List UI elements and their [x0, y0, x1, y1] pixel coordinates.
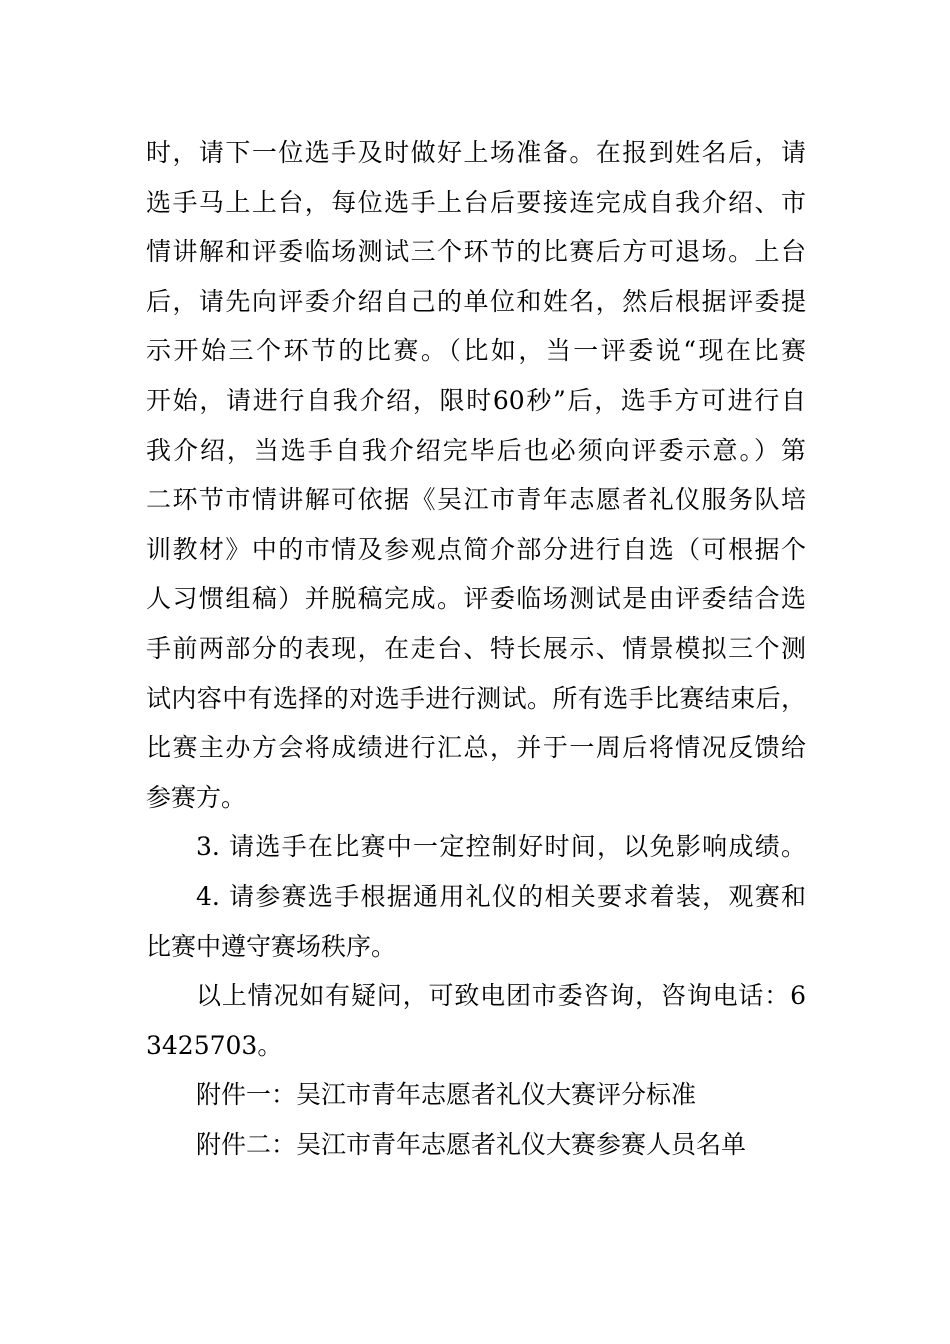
- text-line: 人习惯组稿）并脱稿完成。评委临场测试是由评委结合选: [146, 584, 806, 614]
- text-line: 比赛主办方会将成绩进行汇总，并于一周后将情况反馈给: [146, 733, 806, 763]
- text-line: 手前两部分的表现，在走台、特长展示、情景模拟三个测: [146, 633, 806, 663]
- text-line: 我介绍，当选手自我介绍完毕后也必须向评委示意。）第: [146, 435, 806, 465]
- text-line: 后，请先向评委介绍自己的单位和姓名，然后根据评委提: [146, 286, 806, 316]
- contact-line: 以上情况如有疑问，可致电团市委咨询，咨询电话：6: [196, 981, 806, 1011]
- text-line: 开始，请进行自我介绍，限时60秒”后，选手方可进行自: [146, 385, 806, 415]
- item-4-line: 4. 请参赛选手根据通用礼仪的相关要求着装，观赛和: [196, 881, 806, 911]
- text-line: 训教材》中的市情及参观点简介部分进行自选（可根据个: [146, 534, 806, 564]
- body-text: [146, 128, 806, 1169]
- attachment-2-line: 附件二：吴江市青年志愿者礼仪大赛参赛人员名单: [196, 1129, 747, 1159]
- text-line: 时，请下一位选手及时做好上场准备。在报到姓名后，请: [146, 138, 806, 167]
- text-line: 试内容中有选择的对选手进行测试。所有选手比赛结束后，: [146, 683, 806, 713]
- attachment-1-line: 附件一：吴江市青年志愿者礼仪大赛评分标准: [196, 1080, 697, 1110]
- text-line: 情讲解和评委临场测试三个环节的比赛后方可退场。上台: [146, 237, 806, 267]
- item-3-line: 3. 请选手在比赛中一定控制好时间，以免影响成绩。: [196, 832, 806, 862]
- text-line: 选手马上上台，每位选手上台后要接连完成自我介绍、市: [146, 187, 806, 217]
- text-line: 比赛中遵守赛场秩序。: [146, 931, 397, 961]
- contact-phone-line: 3425703。: [146, 1030, 283, 1060]
- text-line: 二环节市情讲解可依据《吴江市青年志愿者礼仪服务队培: [146, 485, 806, 515]
- text-line: 示开始三个环节的比赛。（比如，当一评委说“现在比赛: [146, 336, 806, 366]
- text-line: 参赛方。: [146, 782, 247, 812]
